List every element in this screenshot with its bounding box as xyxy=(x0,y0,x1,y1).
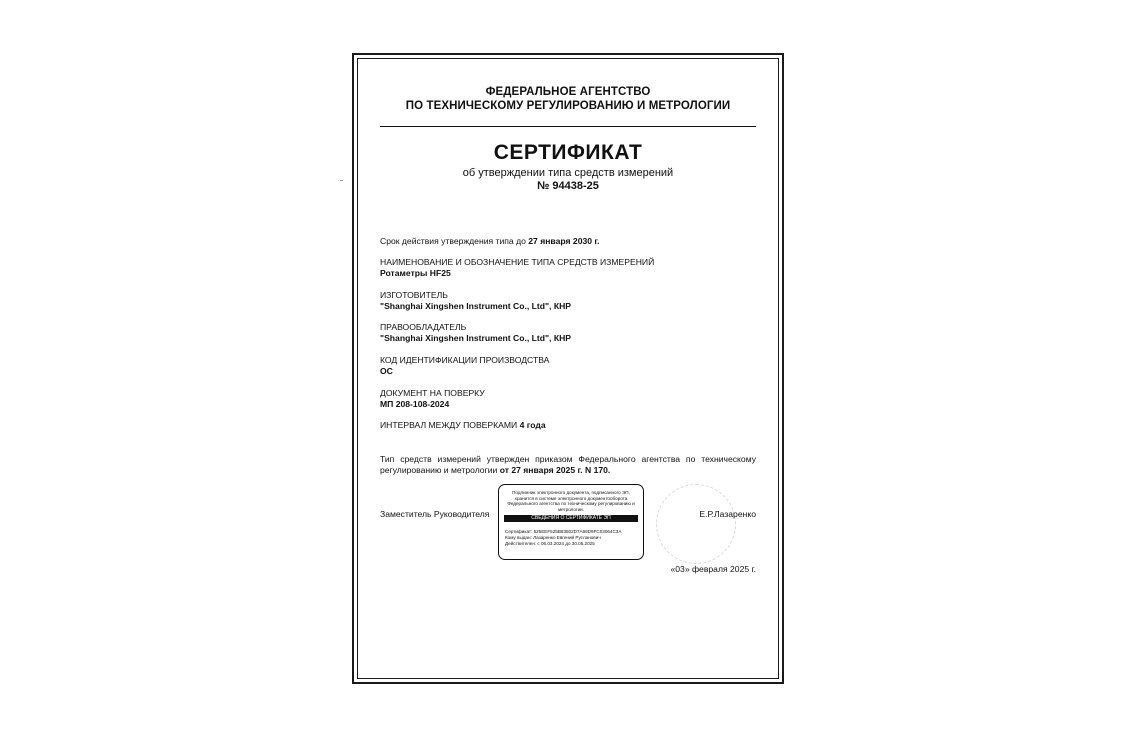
approval-order: от 27 января 2025 г. N 170. xyxy=(499,465,611,475)
certificate-number: № 94438-25 xyxy=(537,180,599,192)
issue-date: «03» февраля 2025 г. xyxy=(670,564,756,574)
field-interval-label: ИНТЕРВАЛ МЕЖДУ ПОВЕРКАМИ xyxy=(380,420,520,430)
field-verification-doc xyxy=(380,388,756,410)
scan-speck xyxy=(340,180,343,181)
field-rightholder-value: "Shanghai Xingshen Instrument Co., Ltd", КНР xyxy=(380,333,572,343)
field-verification-doc-label: ДОКУМЕНТ НА ПОВЕРКУ xyxy=(380,388,485,398)
stamp-title-bar: СВЕДЕНИЯ О СЕРТИФИКАТЕ ЭП xyxy=(504,515,638,522)
agency-line-2: ПО ТЕХНИЧЕСКОМУ РЕГУЛИРОВАНИЮ И МЕТРОЛОГИИ xyxy=(405,100,731,112)
signer-position: Заместитель Руководителя xyxy=(380,509,490,519)
field-name-value: Ротаметры HF25 xyxy=(380,268,451,278)
certificate-title: СЕРТИФИКАТ xyxy=(493,141,643,164)
agency-line-1: ФЕДЕРАЛЬНОЕ АГЕНТСТВО xyxy=(485,86,651,98)
faint-seal-mark xyxy=(656,484,736,564)
signer-name: Е.Р.Лазаренко xyxy=(699,509,756,519)
field-name-label: НАИМЕНОВАНИЕ И ОБОЗНАЧЕНИЕ ТИПА СРЕДСТВ ИЗМЕРЕНИЙ xyxy=(380,257,655,267)
stamp-line-3: Федерального агентства по техническому регулированию и xyxy=(507,501,635,507)
stamp-header xyxy=(499,490,643,512)
stamp-line-4: метрологии. xyxy=(557,506,585,512)
validity-line xyxy=(380,236,756,247)
header-divider xyxy=(380,126,756,127)
stamp-valid-period: Действителен: с 06.03.2024 до 30.05.2025 xyxy=(505,540,595,546)
field-interval-value: 4 года xyxy=(519,420,546,430)
stamp-cert-info xyxy=(505,529,637,546)
field-verification-doc-value: МП 208-108-2024 xyxy=(380,399,450,409)
validity-value: 27 января 2030 г. xyxy=(528,236,600,246)
field-production-code-value: ОС xyxy=(380,366,393,376)
stamp-line-2: хранится в системе электронного документооборота xyxy=(514,495,628,501)
certificate-page xyxy=(352,53,784,684)
agency-header xyxy=(358,85,778,113)
field-rightholder xyxy=(380,322,756,344)
approval-statement xyxy=(380,454,756,476)
stamp-line-1: Подлинник электронного документа, подписанного ЭП, xyxy=(512,490,630,495)
field-production-code xyxy=(380,355,756,377)
validity-label: Срок действия утверждения типа до xyxy=(380,236,529,246)
field-rightholder-label: ПРАВООБЛАДАТЕЛЬ xyxy=(380,322,467,332)
field-production-code-label: КОД ИДЕНТИФИКАЦИИ ПРОИЗВОДСТВА xyxy=(380,355,550,365)
certificate-subtitle: об утверждении типа средств измерений xyxy=(462,167,674,179)
stamp-cert-serial: Сертификат: 525EEF525B83502D7A69D9FC03064C3A xyxy=(505,529,622,535)
field-manufacturer xyxy=(380,290,756,312)
field-manufacturer-label: ИЗГОТОВИТЕЛЬ xyxy=(380,290,448,300)
electronic-signature-stamp xyxy=(498,484,644,560)
inner-border xyxy=(357,58,779,679)
field-interval xyxy=(380,420,756,431)
stamp-issued-to: Кому выдан: Лазаренко Евгений Русланович xyxy=(505,534,601,540)
field-name xyxy=(380,257,756,279)
approval-text: Тип средств измерений утвержден приказом Федерального агентства по техническому регулированию и метрологии xyxy=(380,454,756,475)
field-manufacturer-value: "Shanghai Xingshen Instrument Co., Ltd", КНР xyxy=(380,301,572,311)
